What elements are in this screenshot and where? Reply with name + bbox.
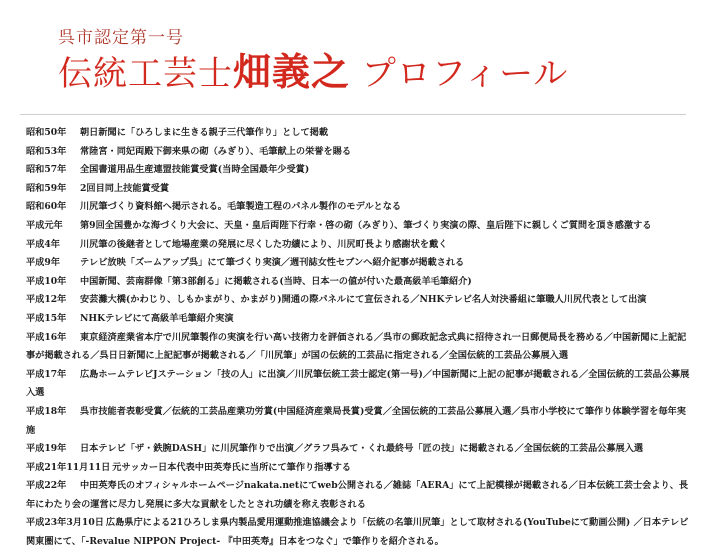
entry-year: 平成15年 (26, 312, 67, 324)
timeline-entry (26, 273, 690, 292)
entry-text: 東京経済産業省本庁で川尻筆製作の実演を行い高い技術力を評価される／呉市の郵政記念式典に招待され一日郵便局長を務める／中国新聞に上記記事が掲載される／呉日日新聞に上記記事が掲載される／「川尻筆」が国の伝統的工芸品に指定される／全国伝統的工芸品公募展入選 (26, 331, 687, 362)
entry-text: 川尻筆の後継者として地場産業の発展に尽くした功績により、川尻町長より感謝状を戴く (80, 238, 448, 250)
timeline-entry (26, 180, 690, 199)
timeline-entry (26, 143, 690, 162)
entry-year: 平成23年3月10日 (26, 517, 104, 529)
entry-text: 朝日新聞に「ひろしまに生きる親子三代筆作り」として掲載 (80, 127, 329, 138)
entry-year: 平成10年 (26, 275, 67, 287)
entry-year: 平成元年 (26, 219, 63, 231)
header (58, 28, 698, 94)
timeline-entry (26, 198, 690, 217)
entry-year: 平成22年 (26, 480, 67, 492)
timeline-entry (26, 329, 690, 366)
entry-year: 平成12年 (26, 294, 67, 306)
entry-text: 常陸宮・同妃両殿下御来県の砌（みぎり）、毛筆献上の栄誉を賜る (80, 145, 352, 157)
timeline-entry (26, 459, 690, 478)
timeline-entry (26, 291, 690, 310)
entry-text: 広島ホームテレビJステーション「技の人」に出演／川尻筆伝統工芸士認定(第一号)／中国新聞に上記の記事が掲載される／全国伝統的工芸品公募展入選 (26, 368, 690, 399)
title-prefix: 伝統工芸士 (58, 54, 233, 94)
page-title (58, 49, 698, 94)
entry-year: 平成21年11月11日 (26, 461, 111, 473)
entry-text: NHKテレビにて高級羊毛筆紹介実演 (80, 312, 234, 324)
entry-year: 平成16年 (26, 331, 67, 343)
entry-text: 川尻筆づくり資料館へ掲示される。毛筆製造工程のパネル製作のモデルとなる (80, 201, 402, 213)
title-suffix: プロフィール (350, 54, 569, 94)
entry-year: 昭和53年 (26, 145, 67, 157)
entry-text: 呉市技能者表彰受賞／伝統的工芸品産業功労賞(中国経済産業局長賞)受賞／全国伝統的工芸品公募展入選／呉市小学校にて筆作り体験学習を毎年実施 (26, 405, 686, 436)
entry-year: 平成9年 (26, 257, 60, 269)
timeline-entry (26, 310, 690, 329)
entry-year: 平成19年 (26, 443, 67, 455)
entry-text: 日本テレビ「ザ・鉄腕DASH」に川尻筆作りで出演／グラフ呉みて・くれ最終号「匠の技」に掲載される／全国伝統的工芸品公募展入選 (80, 443, 644, 455)
certification-subtitle: 呉市認定第一号 (58, 28, 184, 48)
timeline-entry (26, 161, 690, 180)
entry-text: 中田英寿氏のオフィシャルホームページnakata.netにてweb公開される／雑誌「AERA」にて上記模様が掲載される／日本伝統工芸士会より、長年にわたり会の運営に尽力し発展に多大な貢献をしたとされ功績を称え表彰される (26, 480, 689, 510)
entry-year: 昭和50年 (26, 127, 67, 138)
profile-timeline (26, 124, 690, 552)
timeline-entry (26, 366, 690, 403)
entry-year: 平成17年 (26, 368, 67, 380)
timeline-entry (26, 403, 690, 440)
entry-text: 元サッカー日本代表中田英寿氏に当所にて筆作り指導する (112, 461, 351, 473)
entry-text: 中国新聞、芸南群像「第3部創る」に掲載される(当時、日本一の値が付いた最高級羊毛筆紹介) (80, 275, 472, 287)
entry-year: 昭和57年 (26, 164, 67, 176)
timeline-entry (26, 236, 690, 255)
timeline-entry (26, 254, 690, 273)
entry-text: 全国書道用品生産連盟技能賞受賞(当時全国最年少受賞) (80, 164, 310, 176)
title-name: 畑義之 (233, 49, 351, 94)
timeline-entry (26, 440, 690, 459)
entry-year: 昭和60年 (26, 201, 67, 213)
entry-year: 平成4年 (26, 238, 60, 250)
timeline-entry (26, 124, 690, 143)
entry-text: 2回目同上技能賞受賞 (80, 182, 170, 194)
entry-text: 第9回全国豊かな海づくり大会に、天皇・皇后両陛下行幸・啓の砌（みぎり）、筆づくり実演の際、皇后陛下に親しくご質問を頂き感激する (80, 219, 652, 231)
timeline-entry (26, 514, 690, 551)
timeline-entry (26, 217, 690, 236)
entry-year: 平成18年 (26, 405, 67, 417)
entry-text: テレビ放映「ズームアップ呉」にて筆づくり実演／週刊誌女性セブンへ紹介記事が掲載される (80, 257, 465, 269)
entry-text: 広島県庁による21ひろしま県内製品愛用運動推進協議会より「伝統の名筆川尻筆」として取材される(YouTubeにて動画公開) ／日本テレビ関東圏にて、「-Revalue NIPPON Project- 『中田英寿』日本をつなぐ」で筆作りを紹介される。 (26, 517, 689, 548)
timeline-entry (26, 477, 690, 514)
entry-year: 昭和59年 (26, 182, 67, 194)
header-divider (20, 114, 686, 115)
entry-text: 安芸灘大橋(かわじり、しもかまがり、かまがり)開通の際パネルにて宣伝される／NHKテレビ名人対決番組に筆職人川尻代表として出演 (80, 294, 647, 306)
